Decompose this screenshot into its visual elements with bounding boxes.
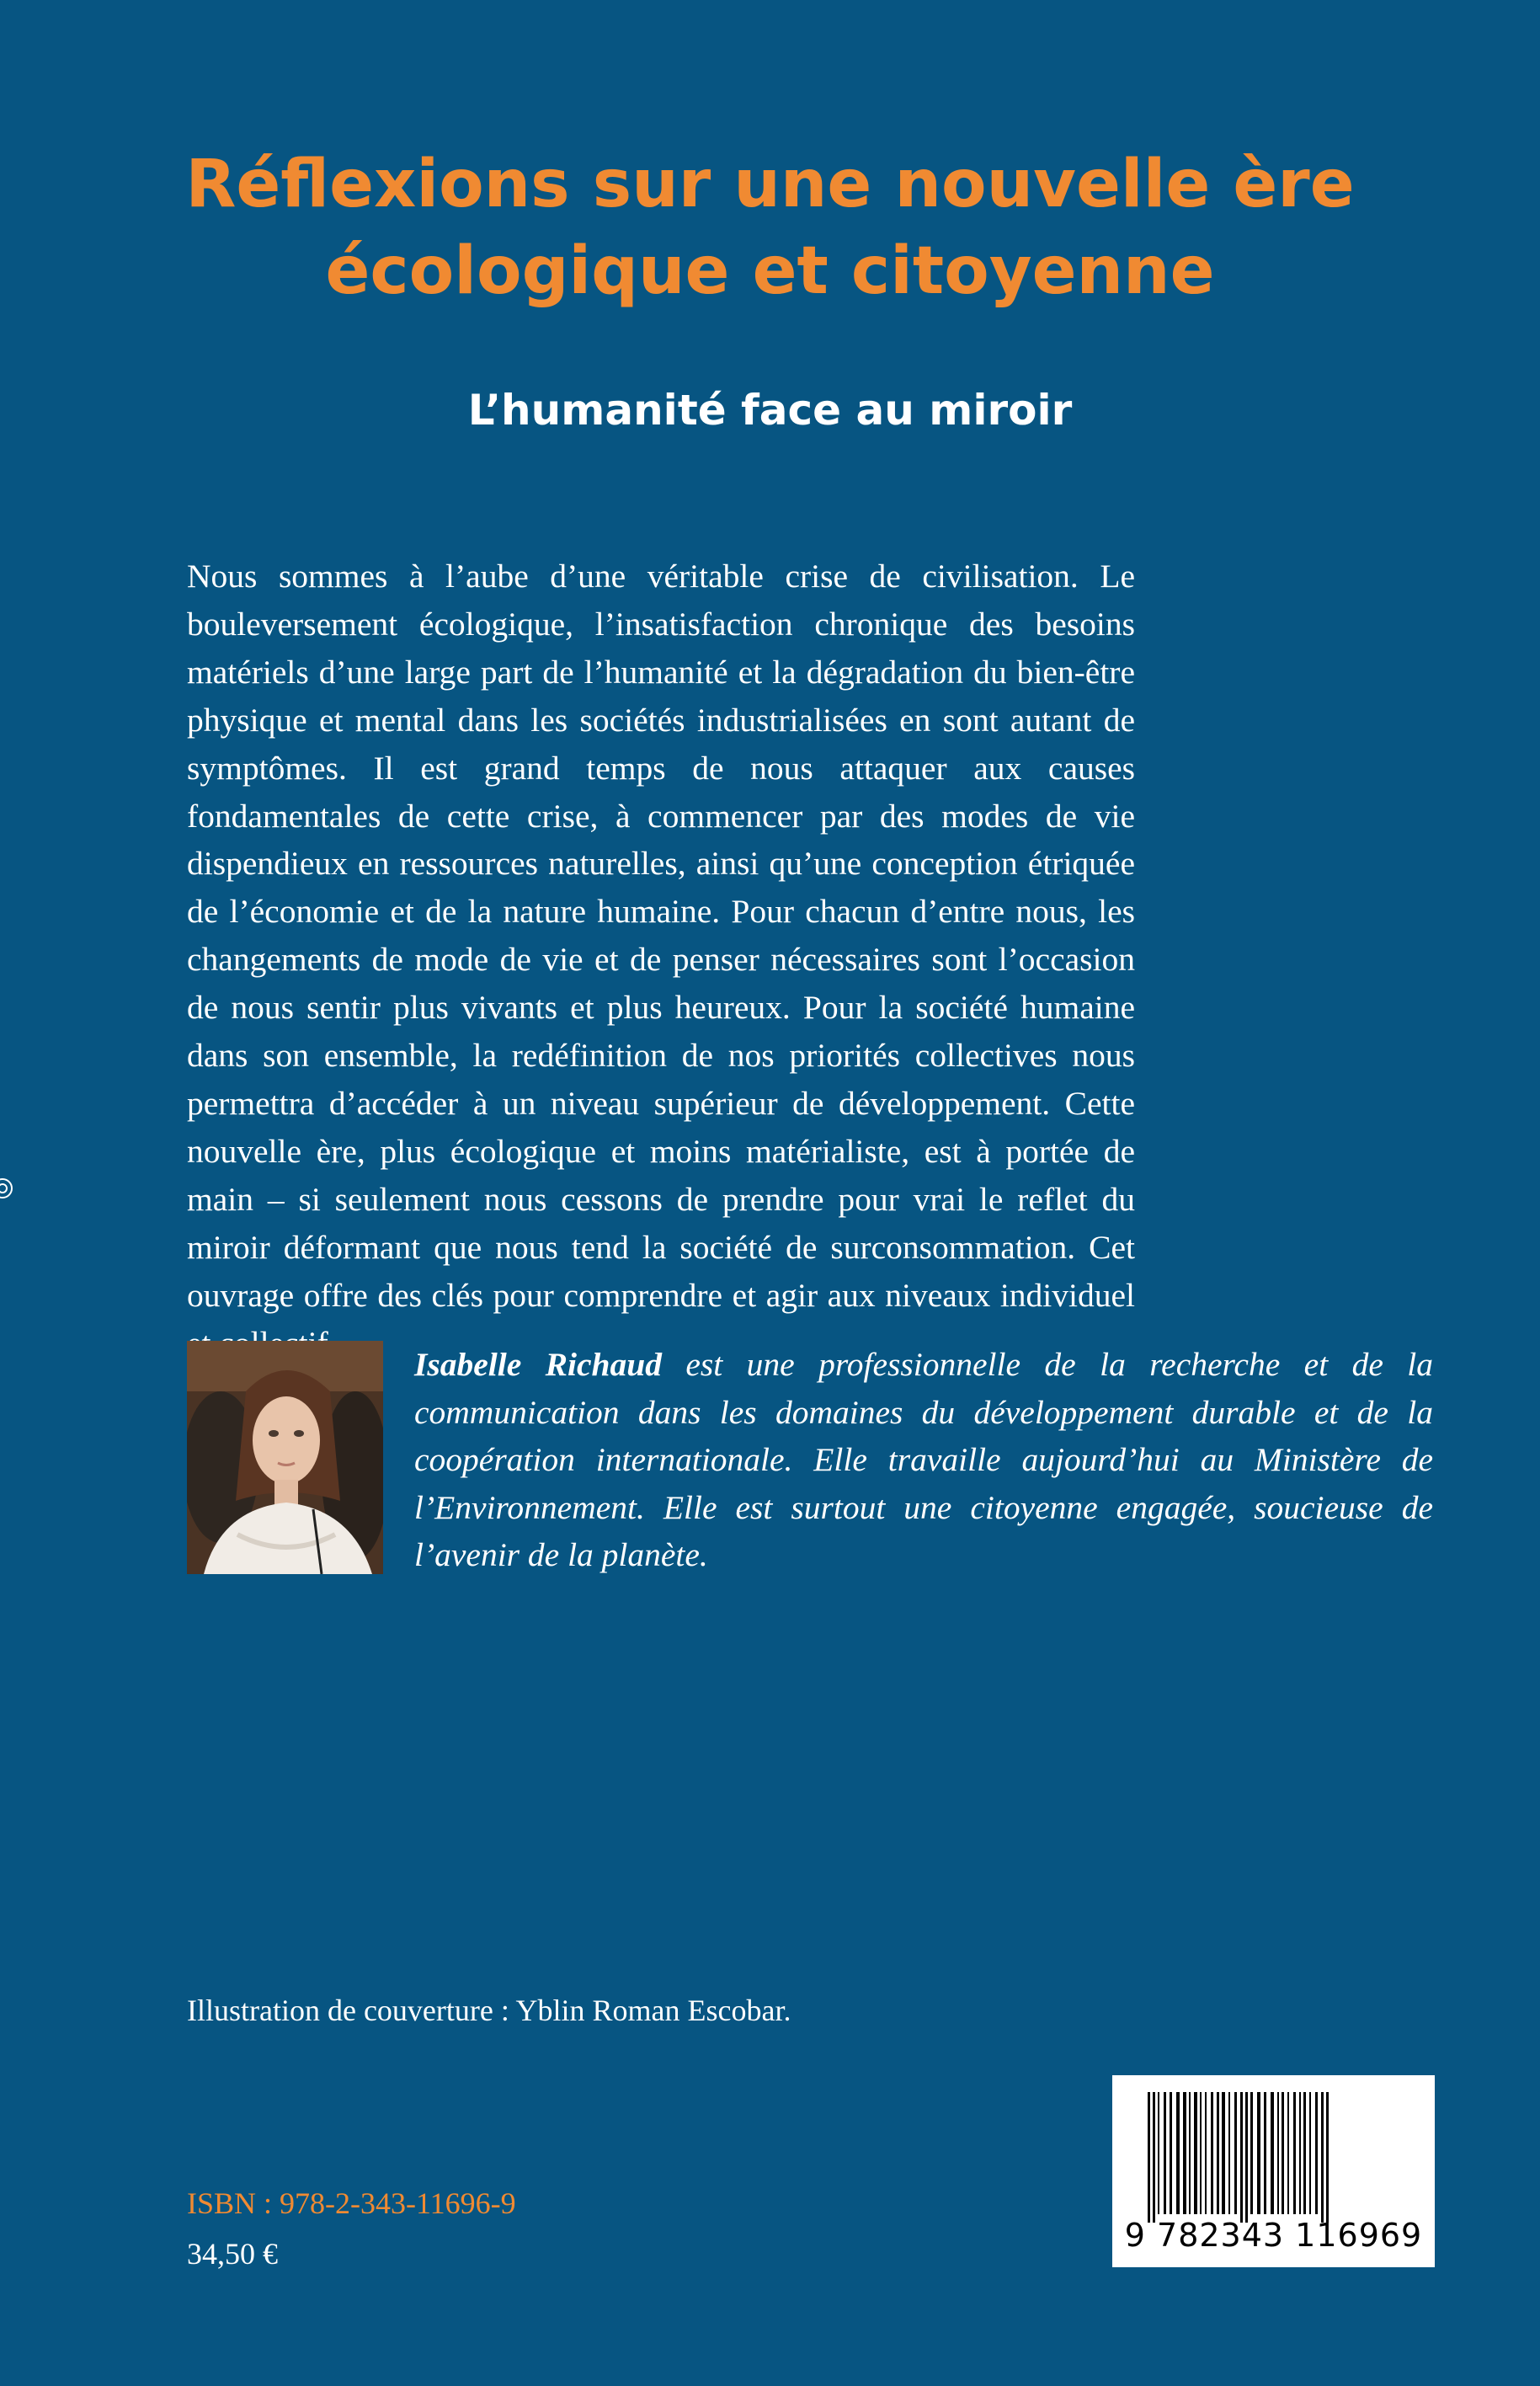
barcode-bar [1217, 2092, 1219, 2214]
barcode-bar [1183, 2092, 1186, 2214]
barcode-bar [1321, 2092, 1324, 2223]
barcode-bar [1200, 2092, 1202, 2214]
illustration-credit: Illustration de couverture : Yblin Roman Escobar. [187, 1994, 791, 2027]
author-bio [414, 1341, 1433, 1579]
barcode-bar [1277, 2092, 1279, 2214]
book-title-line-2: écologique et citoyenne [325, 233, 1215, 309]
barcode-bar [1282, 2092, 1284, 2214]
author-bio-text: est une professionnelle de la recherche et de la communication dans les domaines du développement durable et de la coopération internationale. Elle travaille aujourd’hui au Ministère de l’Environnement. Elle est surtout une citoyenne engagée, soucieuse de l’avenir de la planète. [414, 1346, 1434, 1573]
author-photo [187, 1341, 383, 1574]
barcode-bar [1189, 2092, 1191, 2214]
barcode-bar [1293, 2092, 1296, 2214]
barcode-bar [1170, 2092, 1172, 2214]
registration-mark-icon [0, 1177, 13, 1199]
barcode-bar [1315, 2092, 1318, 2214]
author-name: Isabelle Richaud [414, 1346, 662, 1383]
barcode-bar [1257, 2092, 1260, 2214]
barcode-bar [1158, 2092, 1159, 2214]
barcode-bar [1271, 2092, 1274, 2214]
barcode [1112, 2075, 1435, 2267]
barcode-bar [1309, 2092, 1311, 2214]
barcode-bar [1264, 2092, 1266, 2214]
barcode-bar [1234, 2092, 1237, 2214]
book-title-line-1: Réflexions sur une nouvelle ère [185, 147, 1355, 222]
barcode-bar [1303, 2092, 1306, 2214]
barcode-bar [1245, 2092, 1248, 2223]
barcode-bar [1211, 2092, 1213, 2214]
barcode-bar [1205, 2092, 1207, 2214]
barcode-bar [1326, 2092, 1329, 2223]
barcode-bar [1250, 2092, 1253, 2214]
barcode-bar [1287, 2092, 1289, 2214]
barcode-bar [1299, 2092, 1301, 2214]
back-cover-blurb: Nous sommes à l’aube d’une véritable crise de civilisation. Le bouleversement écologique, l’insatisfaction chronique des besoins matériels d’une large part de l’humanité et la dégradation du bien-être physique et mental dans les sociétés industrialisées en sont autant de symptômes. Il est grand temps de nous attaquer aux causes fondamentales de cette crise, à commencer par des modes de vie dispendieux en ressources naturelles, ainsi qu’une conception étriquée de l’économie et de la nature humaine. Pour chacun d’entre nous, les changements de mode de vie et de penser nécessaires sont l’occasion de nous sentir plus vivants et plus heureux. Pour la société humaine dans son ensemble, la redéfinition de nos priorités collectives nous permettra d’accéder à un niveau supérieur de développement. Cette nouvelle ère, plus écologique et moins matérialiste, est à portée de main – si seulement nous cessons de prendre pour vrai le reflet du miroir déformant que nous tend la société de surconsommation. Cet ouvrage offre des clés pour comprendre et agir aux niveaux individuel [187, 558, 1135, 1314]
barcode-bar [1164, 2092, 1166, 2214]
barcode-bar [1222, 2092, 1225, 2214]
barcode-bar [1240, 2092, 1243, 2223]
book-title [0, 141, 1540, 315]
barcode-bar [1153, 2092, 1155, 2223]
book-subtitle: L’humanité face au miroir [467, 386, 1073, 435]
barcode-bar [1228, 2092, 1230, 2214]
price: 34,50 € [187, 2237, 278, 2271]
isbn-number: ISBN : 978-2-343-11696-9 [187, 2186, 516, 2220]
barcode-bar [1176, 2092, 1180, 2214]
barcode-digits: 9 782343 116969 [1124, 2217, 1423, 2254]
barcode-bar [1148, 2092, 1150, 2223]
barcode-bar [1194, 2092, 1197, 2214]
